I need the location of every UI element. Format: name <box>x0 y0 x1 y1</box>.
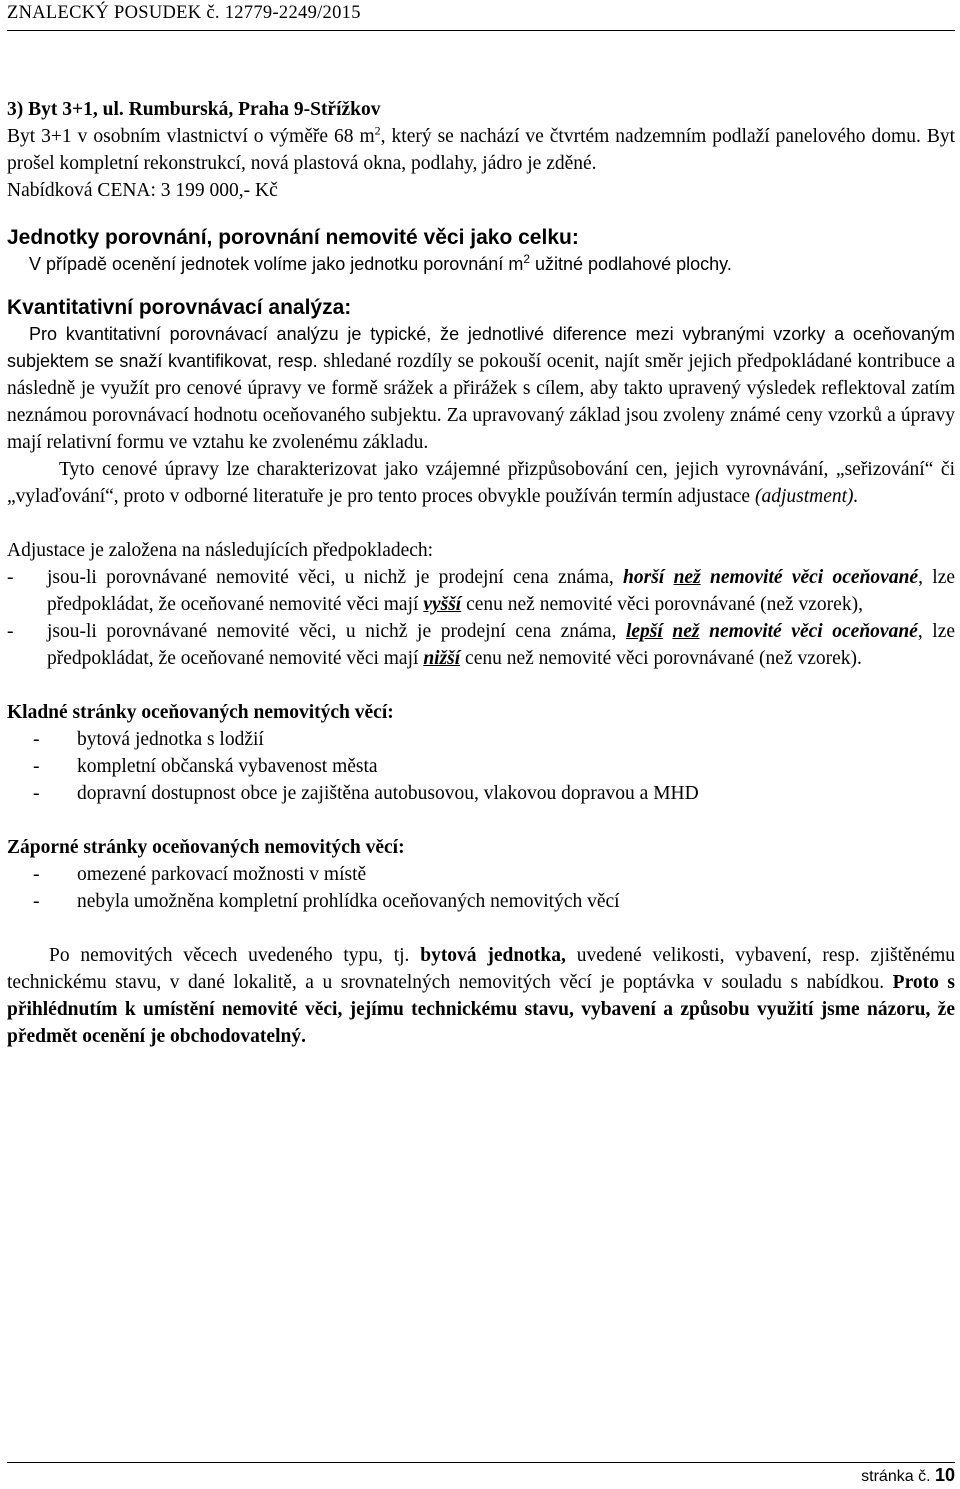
adjustment-item: - jsou-li porovnávané nemovité věci, u nichž je prodejní cena známa, lepší než nemovité věci oceňované, lze předpokládat, že oceňované nemovité věci mají nižší cenu než nemovité věci porovnávané (než vzorek). <box>7 621 956 669</box>
conclusion-section <box>7 942 955 1050</box>
quant-paragraph-2: Tyto cenové úpravy lze charakterizovat jako vzájemné přizpůsobování cen, jejich vyrovnávání, „seřizování“ či „vylaďování“, proto v odborné literatuře je pro tento proces obvykle používán termín adjustace (adjustment). <box>7 459 955 507</box>
positives-section <box>7 699 955 807</box>
adjustment-intro: Adjustace je založena na následujících předpokladech: <box>7 540 434 561</box>
conclusion-paragraph: Po nemovitých věcech uvedeného typu, tj. bytová jednotka, uvedené velikosti, vybavení, resp. zjištěnému technickému stavu, v dané lokalitě, a u srovnatelných nemovitých věcí je poptávka v souladu s nabídkou. Proto s přihlédnutím k umístění nemovité věci, jejímu technickému stavu, vybavení a způsobu využití jsme názoru, že předmět ocenění je obchodovatelný. <box>7 945 956 1047</box>
listing-section <box>7 96 955 204</box>
positives-heading: Kladné stránky oceňovaných nemovitých věcí: <box>7 702 394 723</box>
list-item: - omezené parkovací možnosti v místě <box>33 864 367 885</box>
units-section <box>7 224 955 278</box>
list-item: - bytová jednotka s lodžií <box>33 729 264 750</box>
page-label: stránka č. <box>861 1468 931 1485</box>
quant-paragraph: Pro kvantitativní porovnávací analýzu je typické, že jednotlivé diference mezi vybranými vzorky a oceňovaným subjektem se snaží kvantifikovat, resp. shledané rozdíly se pokouší ocenit, najít směr jejich předpokládané kontribuce a následně je využít pro cenové úpravy ve formě srážek a přirážek s cílem, aby takto upravený výsledek reflektoval zatím neznámou porovnávací hodnotu oceňovaného subjektu. Za upravovaný základ jsou zvoleny známé ceny vzorků a úpravy mají relativní formu ve vztahu ke zvolenému základu. <box>7 324 955 453</box>
adjustment-section <box>7 537 955 672</box>
listing-title: 3) Byt 3+1, ul. Rumburská, Praha 9-Střížkov <box>7 99 381 120</box>
document-body <box>7 96 955 1050</box>
negatives-heading: Záporné stránky oceňovaných nemovitých věcí: <box>7 837 405 858</box>
negatives-section <box>7 834 955 915</box>
page-number: 10 <box>934 1465 955 1485</box>
quant-heading: Kvantitativní porovnávací analýza: <box>7 296 352 319</box>
page-header <box>7 2 955 31</box>
page-footer <box>7 1462 955 1487</box>
list-item: - dopravní dostupnost obce je zajištěna autobusovou, vlakovou dopravou a MHD <box>33 783 699 804</box>
listing-description: Byt 3+1 v osobním vlastnictví o výměře 68 $m^2$, který se nachází ve čtvrtém nadzemním podlaží panelového domu. Byt prošel kompletní rekonstrukcí, nová plastová okna, podlahy, jádro je zděné. <box>7 123 955 174</box>
list-item: - nebyla umožněna kompletní prohlídka oceňovaných nemovitých věcí <box>33 891 620 912</box>
units-heading: Jednotky porovnání, porovnání nemovité věci jako celku: <box>7 226 579 249</box>
listing-price: Nabídková CENA: 3 199 000,- Kč <box>7 180 278 201</box>
document-title: ZNALECKÝ POSUDEK č. 12779-2249/2015 <box>7 3 361 23</box>
adjustment-item: - jsou-li porovnávané nemovité věci, u nichž je prodejní cena známa, horší než nemovité věci oceňované, lze předpokládat, že oceňované nemovité věci mají vyšší cenu než nemovité věci porovnávané (než vzorek), <box>7 567 956 615</box>
list-item: - kompletní občanská vybavenost města <box>33 756 378 777</box>
quant-section <box>7 294 955 510</box>
units-text: V případě ocenění jednotek volíme jako jednotku porovnání $m^2$ užitné podlahové plochy. <box>29 252 732 274</box>
